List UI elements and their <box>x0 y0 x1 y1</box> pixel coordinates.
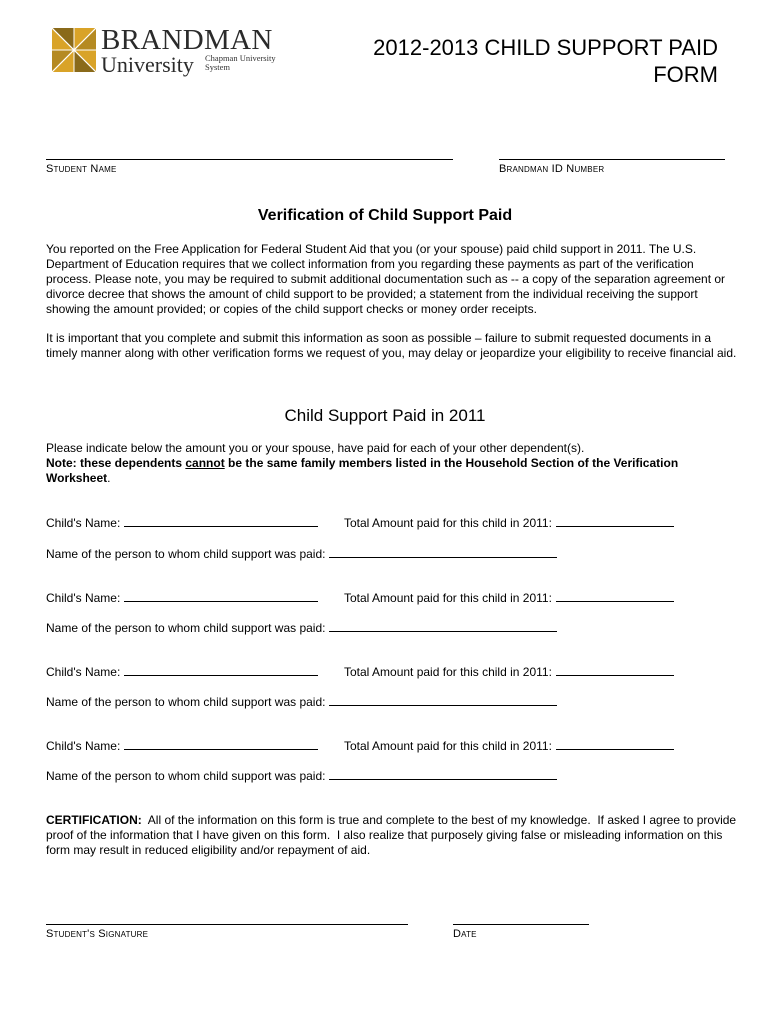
date-line[interactable] <box>453 924 589 925</box>
verification-paragraph-1: You reported on the Free Application for Federal Student Aid that you (or your spouse) paid child support in 2011. The U.S. Department of Education requires that we collect information from you regarding these payments as part of the verification process. Please note, you may be required to submit additional documentation such as -- a copy of the separation agreement or divorce decree that shows the amount of child support to be provided; a statement from the individual receiving the support showing the amount provided; or copies of the child support checks or money order receipts. <box>46 242 726 316</box>
child-name-field[interactable] <box>124 515 318 527</box>
child-support-instruction: Please indicate below the amount you or your spouse, have paid for each of your other dependent(s). <box>46 441 585 455</box>
child-entry-1-child <box>46 515 318 530</box>
recipient-field[interactable] <box>329 768 557 780</box>
brandman-emblem-icon <box>52 28 96 72</box>
amount-field[interactable] <box>556 590 674 602</box>
verification-title: Verification of Child Support Paid <box>257 207 513 224</box>
note-emphasis: cannot <box>185 456 225 470</box>
amount-field[interactable] <box>556 738 674 750</box>
child-entry-4-recipient <box>46 768 557 783</box>
certification-block <box>46 813 738 858</box>
note-prefix: Note: these dependents <box>46 456 186 470</box>
certification-label: CERTIFICATION: <box>46 813 142 827</box>
child-name-label: Child's Name: <box>46 516 121 530</box>
child-name-label: Child's Name: <box>46 739 121 753</box>
recipient-field[interactable] <box>329 694 557 706</box>
brandman-id-line[interactable] <box>499 159 725 160</box>
child-support-instruction-block <box>46 441 738 486</box>
amount-label: Total Amount paid for this child in 2011: <box>344 665 552 679</box>
child-support-note <box>46 456 738 486</box>
amount-label: Total Amount paid for this child in 2011: <box>344 739 552 753</box>
signature-label: Student's Signature <box>46 928 149 940</box>
recipient-label: Name of the person to whom child support was paid: <box>46 621 326 635</box>
child-name-field[interactable] <box>124 590 318 602</box>
brand-university: University <box>101 52 194 77</box>
child-name-label: Child's Name: <box>46 591 121 605</box>
brandman-logo <box>52 26 284 76</box>
date-label: Date <box>453 928 477 940</box>
child-entry-4-amount <box>344 738 674 753</box>
brand-subtitle <box>205 54 276 72</box>
child-entry-3-recipient <box>46 694 557 709</box>
child-name-label: Child's Name: <box>46 665 121 679</box>
child-entry-1-amount <box>344 515 674 530</box>
child-name-field[interactable] <box>124 664 318 676</box>
child-name-field[interactable] <box>124 738 318 750</box>
recipient-field[interactable] <box>329 620 557 632</box>
child-entry-4-child <box>46 738 318 753</box>
note-suffix: be the same family members listed in the Household Section of the Verification Worksheet <box>46 456 679 485</box>
recipient-label: Name of the person to whom child support was paid: <box>46 769 326 783</box>
signature-line[interactable] <box>46 924 408 925</box>
recipient-field[interactable] <box>329 546 557 558</box>
recipient-label: Name of the person to whom child support was paid: <box>46 695 326 709</box>
student-name-label: Student Name <box>46 163 117 175</box>
brand-name: BRANDMAN <box>101 24 273 56</box>
certification-text: All of the information on this form is true and complete to the best of my knowledge. If asked I agree to provide proof of the information that I have given on this form. I also realize that purposely giving false or misleading information on this form may result in reduced eligibility and/or repayment of aid. <box>46 813 740 857</box>
note-end: . <box>107 471 111 485</box>
amount-label: Total Amount paid for this child in 2011: <box>344 591 552 605</box>
brandman-id-label: Brandman ID Number <box>499 163 605 175</box>
form-title-line2: FORM <box>653 62 718 87</box>
form-title-line1: 2012-2013 CHILD SUPPORT PAID <box>373 35 718 60</box>
form-title <box>298 34 718 88</box>
child-entry-1-recipient <box>46 546 557 561</box>
child-entry-3-child <box>46 664 318 679</box>
child-support-title: Child Support Paid in 2011 <box>284 406 486 425</box>
verification-paragraph-2: It is important that you complete and submit this information as soon as possible – failure to submit requested documents in a timely manner along with other verification forms we request of you, may delay or jeopardize your eligibility to receive financial aid. <box>46 331 737 360</box>
brand-sub-line2: System <box>205 62 231 72</box>
child-entry-3-amount <box>344 664 674 679</box>
amount-field[interactable] <box>556 515 674 527</box>
child-entry-2-amount <box>344 590 674 605</box>
recipient-label: Name of the person to whom child support was paid: <box>46 547 326 561</box>
amount-label: Total Amount paid for this child in 2011: <box>344 516 552 530</box>
amount-field[interactable] <box>556 664 674 676</box>
child-entry-2-recipient <box>46 620 557 635</box>
brand-sub-line1: Chapman University <box>205 53 276 63</box>
child-entry-2-child <box>46 590 318 605</box>
student-name-line[interactable] <box>46 159 453 160</box>
